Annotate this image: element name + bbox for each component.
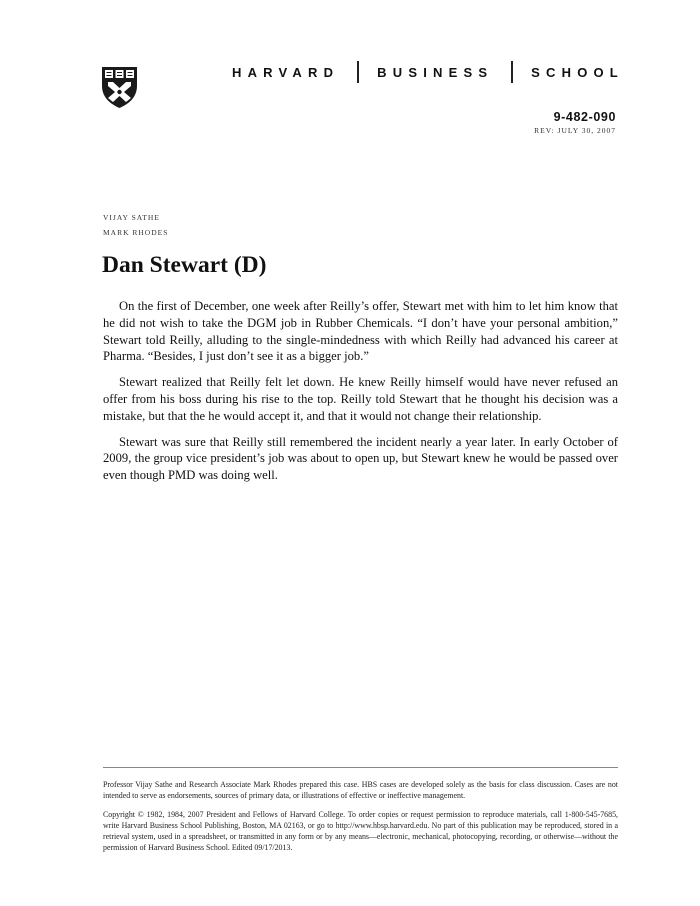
case-body (103, 298, 618, 493)
footer (103, 779, 618, 861)
school-word-school: SCHOOL (531, 64, 624, 80)
revision-date: REV: JULY 30, 2007 (534, 126, 616, 135)
body-paragraph: Stewart realized that Reilly felt let down. He knew Reilly himself would have never refused an offer from his boss during his rise to the top. Reilly told Stewart that he thought his decision was a mistake, but that the he would accept it, and that it would not change their relationship. (103, 375, 618, 423)
copyright-notice: Copyright © 1982, 1984, 2007 President and Fellows of Harvard College. To order copies or request permission to reproduce materials, call 1-800-545-7685, write Harvard Business School Publishing, Boston, MA 02163, or go to http://www.hbsp.harvard.edu. No part of this publication may be reproduced, stored in a retrieval system, used in a spreadsheet, or transmitted in any form or by any means—electronic, mechanical, photocopying, recording, or otherwise—without the permission of Harvard Business School. Edited 09/17/2013. (103, 810, 618, 852)
body-paragraph: On the first of December, one week after Reilly’s offer, Stewart met with him to let him know that he did not wish to take the DGM job in Rubber Chemicals. “I don’t have your personal ambition,” Stewart told Reilly, alluding to the single-mindedness with which Reilly had advanced his career at Pharma. “Besides, I just don’t see it as a bigger job.” (103, 299, 618, 364)
author-name: VIJAY SATHE (103, 213, 160, 222)
school-word-harvard: HARVARD (232, 64, 340, 80)
footer-divider (103, 767, 618, 768)
school-word-business: BUSINESS (377, 64, 494, 80)
preparation-note: Professor Vijay Sathe and Research Associate Mark Rhodes prepared this case. HBS cases are developed solely as the basis for class discussion. Cases are not intended to serve as endorsements, sources of primary data, or illustrations of effective or ineffective management. (103, 780, 618, 800)
case-number: 9-482-090 (553, 110, 616, 124)
case-title: Dan Stewart (D) (102, 252, 267, 278)
header-divider (357, 61, 359, 83)
harvard-shield-icon (101, 66, 138, 109)
body-paragraph: Stewart was sure that Reilly still remembered the incident nearly a year later. In early October of 2009, the group vice president’s job was about to open up, but Stewart knew he would be passed over even though PMD was doing well. (103, 434, 618, 483)
school-header (232, 62, 624, 82)
header-divider (511, 61, 513, 83)
author-name: MARK RHODES (103, 228, 169, 237)
